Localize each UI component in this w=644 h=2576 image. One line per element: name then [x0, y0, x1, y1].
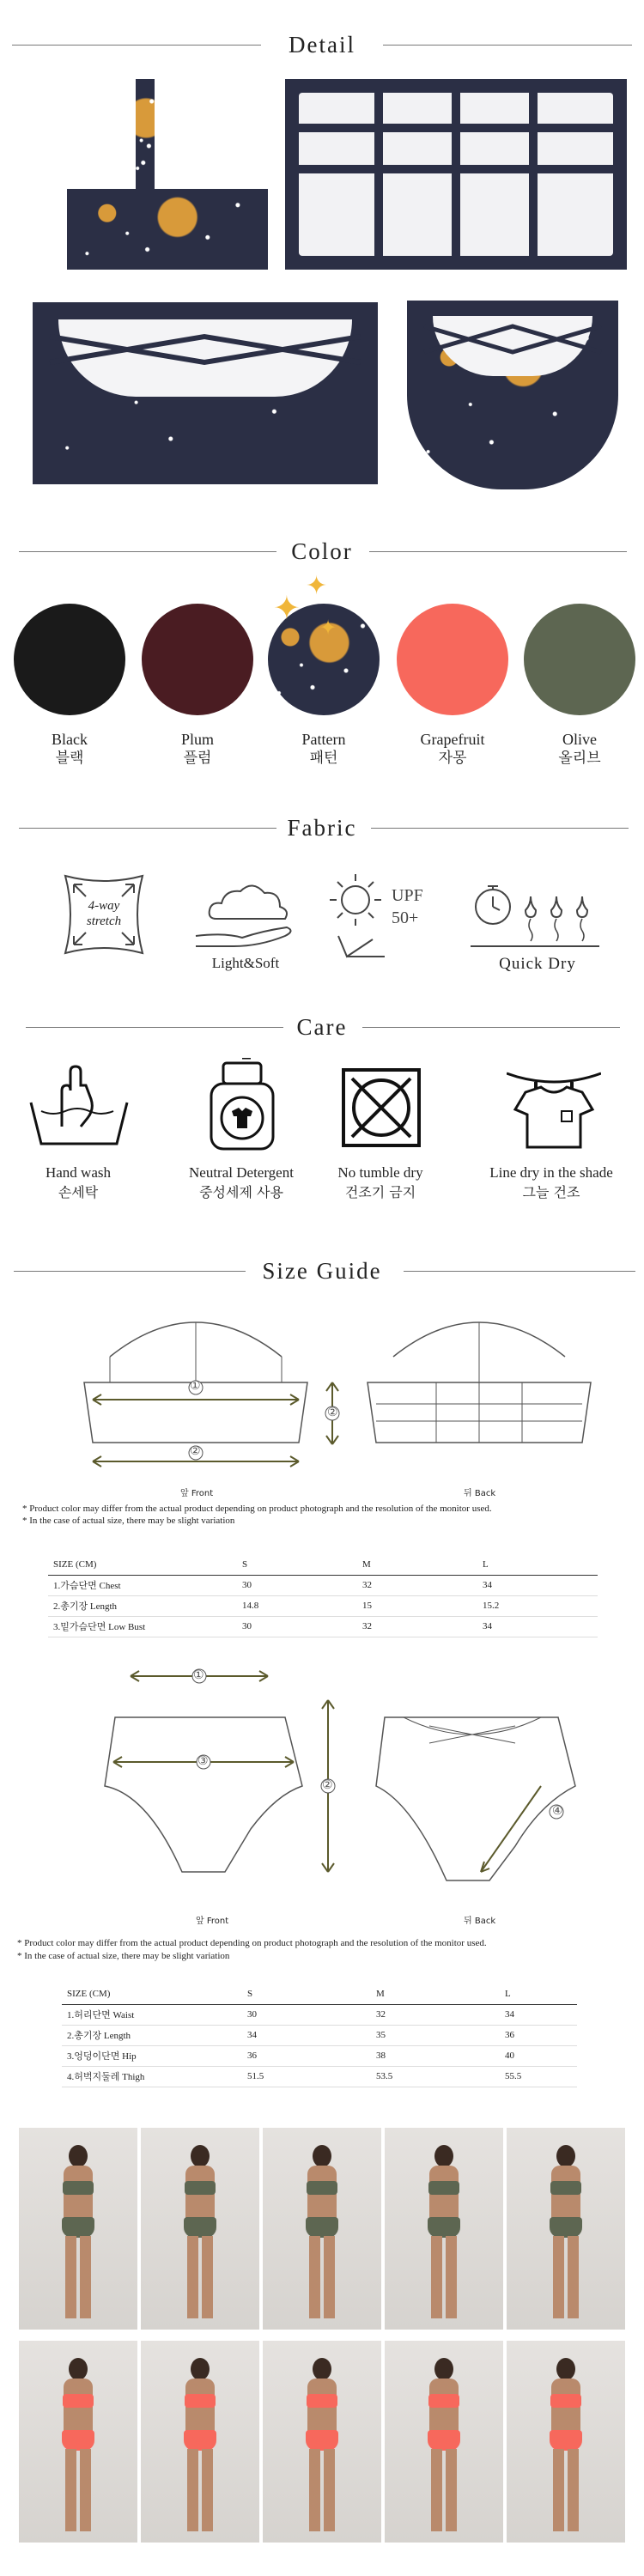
table-row: 1.가슴단면 Chest 30 32 34: [48, 1575, 598, 1595]
no-tumble-dry-icon: [340, 1066, 422, 1149]
bottom-front-label: 앞 Front: [196, 1917, 229, 1926]
model-photo: [263, 2341, 381, 2543]
model-photo: [385, 2341, 503, 2543]
stretch-label: 4-way stretch: [86, 899, 122, 928]
top-back-label: 뒤 Back: [464, 1489, 496, 1498]
sun-uv-icon: [321, 867, 390, 962]
swatch-black[interactable]: [14, 604, 125, 715]
star-icon: ✦: [319, 617, 337, 640]
model-photo: [385, 2128, 503, 2330]
care-label-no-tumble: No tumble dry 건조기 금지: [337, 1164, 423, 1200]
top-marker-1: ①: [190, 1380, 201, 1393]
bottom-marker-2: ②: [322, 1779, 333, 1792]
bottom-front-diagram: [96, 1666, 354, 1889]
top-note-size: * In the case of actual size, there may be slight variation: [22, 1516, 235, 1526]
top-marker-3: ②: [327, 1406, 338, 1419]
detail-photo-bottom-back: [407, 301, 618, 489]
model-photo: [141, 2128, 259, 2330]
top-front-label: 앞 Front: [180, 1489, 214, 1498]
model-photo: [507, 2341, 625, 2543]
color-heading: Color: [0, 534, 644, 568]
bottom-marker-3: ③: [197, 1755, 209, 1768]
detail-heading: Detail: [0, 27, 644, 62]
bottom-note-size: * In the case of actual size, there may be slight variation: [17, 1951, 230, 1961]
star-icon: ✦: [306, 572, 328, 600]
table-header-row: SIZE (CM) S M L: [48, 1554, 598, 1575]
model-photo: [263, 2128, 381, 2330]
care-label-detergent: Neutral Detergent 중성세제 사용: [189, 1164, 294, 1200]
cloud-hand-icon: [191, 867, 302, 953]
size-guide-heading: Size Guide: [0, 1254, 644, 1288]
star-icon: ✦: [273, 591, 301, 627]
color-label-olive: Olive 올리브: [558, 731, 601, 767]
swatch-olive[interactable]: [524, 604, 635, 715]
table-header-row: SIZE (CM) S M L: [62, 1984, 577, 2004]
bottom-marker-4: ④: [552, 1805, 563, 1818]
model-photo: [19, 2128, 137, 2330]
top-size-table: [48, 1554, 598, 1637]
model-photo: [141, 2341, 259, 2543]
swatch-plum[interactable]: [142, 604, 253, 715]
model-photo: [19, 2341, 137, 2543]
bottom-back-label: 뒤 Back: [464, 1917, 496, 1926]
care-label-line-dry: Line dry in the shade 그늘 건조: [489, 1164, 613, 1200]
swatch-grapefruit[interactable]: [397, 604, 508, 715]
fabric-heading: Fabric: [0, 811, 644, 845]
color-label-black: Black 블랙: [52, 731, 88, 767]
top-note-color: * Product color may differ from the actual product depending on product photograph and the resolution of the monitor used.: [22, 1504, 492, 1514]
quick-dry-label: Quick Dry: [499, 955, 576, 973]
table-row: 2.총기장 Length 14.8 15 15.2: [48, 1595, 598, 1616]
bottom-note-color: * Product color may differ from the actual product depending on product photograph and the resolution of the monitor used.: [17, 1938, 487, 1948]
bottom-back-diagram: [369, 1709, 610, 1906]
top-marker-2: ②: [190, 1445, 201, 1458]
stopwatch-drops-icon: [471, 862, 599, 957]
model-photo: [507, 2128, 625, 2330]
table-row: 3.엉덩이단면 Hip 36 38 40: [62, 2045, 577, 2066]
hand-wash-icon: [27, 1065, 131, 1151]
color-label-plum: Plum 플럼: [180, 731, 214, 767]
table-row: 4.허벅지둘레 Thigh 51.5 53.5 55.5: [62, 2066, 577, 2087]
table-row: 3.밑가슴단면 Low Bust 30 32 34: [48, 1616, 598, 1637]
bottom-marker-1: ①: [193, 1669, 204, 1682]
table-row: 2.총기장 Length 34 35 36: [62, 2025, 577, 2045]
top-back-diagram: [359, 1314, 599, 1477]
detail-photo-top-back: [33, 302, 378, 484]
care-heading: Care: [0, 1010, 644, 1044]
detail-photo-top-inside: [285, 79, 627, 270]
line-dry-icon: [507, 1065, 601, 1151]
top-front-diagram: [76, 1314, 333, 1477]
care-label-hand-wash: Hand wash 손세탁: [45, 1164, 111, 1200]
color-label-pattern: Pattern 패턴: [301, 731, 346, 767]
light-soft-label: Light&Soft: [211, 955, 280, 971]
detergent-icon: [194, 1058, 289, 1152]
bottom-size-table: [62, 1984, 577, 2087]
upf-label: UPF 50+: [392, 886, 423, 927]
color-label-grapefruit: Grapefruit 자몽: [420, 731, 485, 767]
detail-photo-top-folded: [67, 79, 268, 270]
table-row: 1.허리단면 Waist 30 32 34: [62, 2004, 577, 2025]
